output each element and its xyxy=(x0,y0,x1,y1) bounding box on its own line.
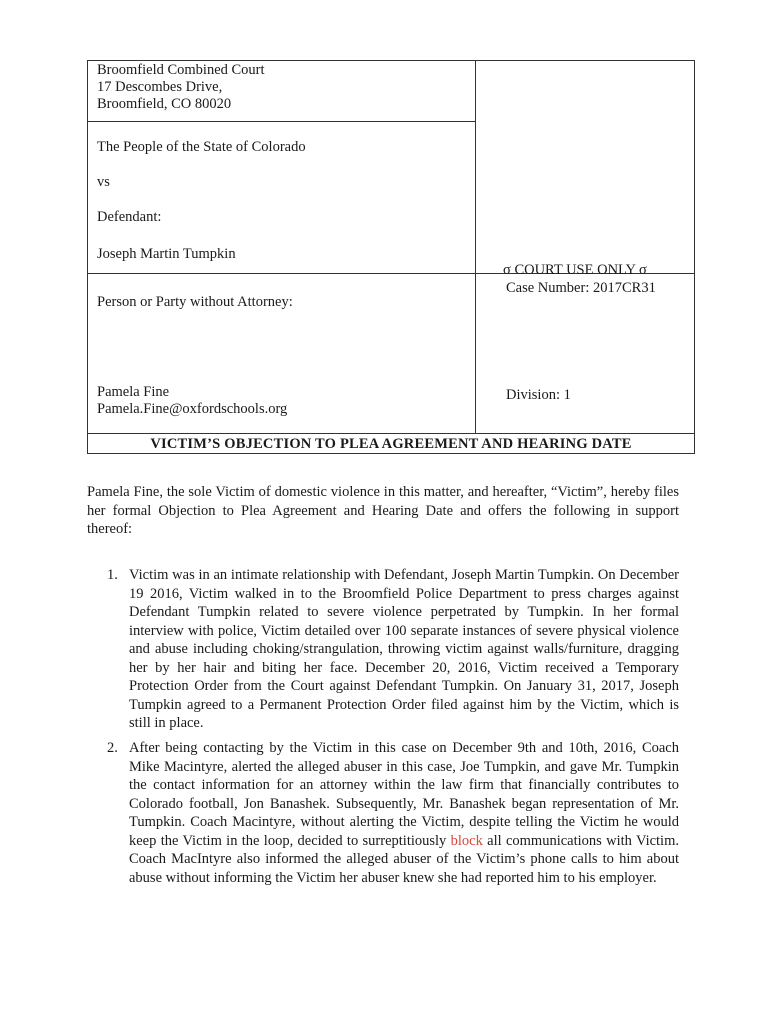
division-number: Division: 1 xyxy=(506,387,571,403)
numbered-paragraph-2 xyxy=(107,739,679,887)
court-name: Broomfield Combined Court xyxy=(97,62,265,78)
case-caption-table xyxy=(87,60,695,454)
party-label: Person or Party without Attorney: xyxy=(97,294,293,310)
caption-divider-court xyxy=(88,121,475,122)
party-email: Pamela.Fine@oxfordschools.org xyxy=(97,401,288,417)
intro-paragraph: Pamela Fine, the sole Victim of domestic violence in this matter, and hereafter, “Victim”, hereby files her formal Objection to Plea Agreement and Hearing Date and offers the following in support thereof: xyxy=(87,484,679,537)
court-city: Broomfield, CO 80020 xyxy=(97,96,232,112)
paragraph-number: 1. xyxy=(107,567,118,583)
defendant-name: Joseph Martin Tumpkin xyxy=(97,246,236,262)
court-use-only-label: σ COURT USE ONLY σ xyxy=(503,262,647,278)
paragraph-number: 2. xyxy=(107,740,118,756)
caption-divider-vertical xyxy=(475,61,476,433)
paragraph-text-before: After being contacting by the Victim in this case on December 9th and 10th, 2016, Coach Mike Macintyre, alerted the alleged abuser in this case, Joe Tumpkin, and gave Mr. Tumpkin the contact information for an attorney within the law firm that financially contributes to Colorado football, Jon Banashek. Subsequently, Mr. Banashek began representation of Mr. Tumpkin. Coach Macintyre, without alerting the Victim, despite telling the Victim he would keep the Victim in the loop, decided to surreptitiously xyxy=(129,740,679,849)
paragraph-text xyxy=(129,739,679,887)
plaintiff-name: The People of the State of Colorado xyxy=(97,139,306,155)
court-street: 17 Descombes Drive, xyxy=(97,79,223,95)
caption-divider-title xyxy=(88,433,694,434)
party-name: Pamela Fine xyxy=(97,384,170,400)
document-title: VICTIM’S OBJECTION TO PLEA AGREEMENT AND HEARING DATE xyxy=(150,436,632,452)
defendant-label: Defendant: xyxy=(97,209,162,225)
paragraph-text: Victim was in an intimate relationship with Defendant, Joseph Martin Tumpkin. On December 19 2016, Victim walked in to the Broomfield Police Department to press charges against Defendant Tumpkin related to severe violence perpetrated by Tumpkin. In her formal interview with police, Victim detailed over 100 separate instances of severe physical violence and abuse including choking/strangulation, throwing victim against walls/furniture, dragging her by her hair and biting her face. December 20, 2016, Victim received a Temporary Protection Order from the Court against Defendant Tumpkin. On January 31, 2017, Joseph Tumpkin agreed to a Permanent Protection Order filed against him by the Victim, which is still in place. xyxy=(129,567,679,731)
numbered-paragraph-1 xyxy=(107,566,679,733)
case-number: Case Number: 2017CR31 xyxy=(506,280,656,296)
versus-label: vs xyxy=(97,174,110,190)
highlighted-word: block xyxy=(450,832,483,849)
paragraph-text-after: all communications with Victim. Coach MacIntyre also informed the alleged abuser of the Victim’s phone calls to him about abuse without informing the Victim her abuser knew she had reported him to his employer. xyxy=(129,832,679,886)
